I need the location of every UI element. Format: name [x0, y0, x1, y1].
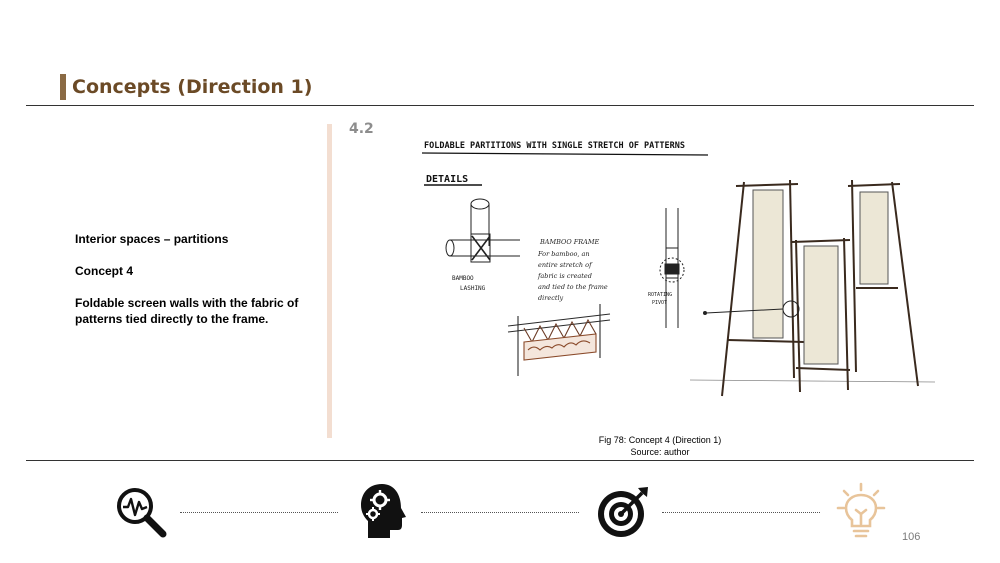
header-divider: [26, 105, 974, 106]
note-lashing: LASHING: [460, 285, 486, 292]
note-fabric-line: entire stretch of: [538, 261, 592, 269]
concept-number: Concept 4: [75, 264, 134, 278]
progress-connector: [421, 512, 579, 513]
note-fabric-line: and tied to the frame: [538, 283, 608, 291]
fabric-frame-sketch: [508, 304, 610, 376]
pivot-joint-sketch: [660, 208, 684, 328]
vertical-accent-bar: [327, 124, 332, 438]
head-gears-icon: [358, 482, 410, 540]
note-bamboo: BAMBOO: [452, 275, 474, 282]
bamboo-joint-sketch: [446, 199, 520, 262]
figure-caption-source: Source: author: [630, 447, 690, 457]
sketch-heading-underline: [422, 153, 708, 155]
concept-description: [75, 231, 315, 343]
page-title: Concepts (Direction 1): [72, 76, 313, 98]
folding-screen-sketch: [690, 180, 935, 396]
target-arrow-icon: [596, 484, 652, 540]
note-pivot: PIVOT: [652, 300, 668, 306]
lightbulb-icon: [836, 482, 886, 540]
note-fabric-line: directly: [538, 294, 564, 302]
section-number: 4.2: [349, 121, 374, 137]
page-number: 106: [902, 531, 921, 543]
note-pivot: ROTATING: [648, 292, 673, 298]
details-label: DETAILS: [426, 174, 469, 185]
concept-summary: Foldable screen walls with the fabric of patterns tied directly to the frame.: [75, 296, 299, 326]
footer-divider: [26, 460, 974, 461]
note-fabric-line: For bamboo, an: [538, 250, 590, 258]
progress-connector: [180, 512, 338, 513]
concept-sketch: [420, 128, 940, 400]
figure-caption: [560, 434, 760, 458]
note-fabric-title: BAMBOO FRAME: [540, 238, 600, 246]
title-accent-bar: [60, 74, 66, 100]
note-fabric-line: fabric is created: [538, 272, 592, 280]
concept-category: Interior spaces – partitions: [75, 232, 229, 246]
sketch-heading: FOLDABLE PARTITIONS WITH SINGLE STRETCH OF PATTERNS: [424, 141, 685, 151]
note-fabric-body: [537, 250, 608, 302]
magnifier-chart-icon: [113, 484, 169, 540]
progress-connector: [662, 512, 820, 513]
figure-caption-title: Fig 78: Concept 4 (Direction 1): [598, 435, 722, 445]
